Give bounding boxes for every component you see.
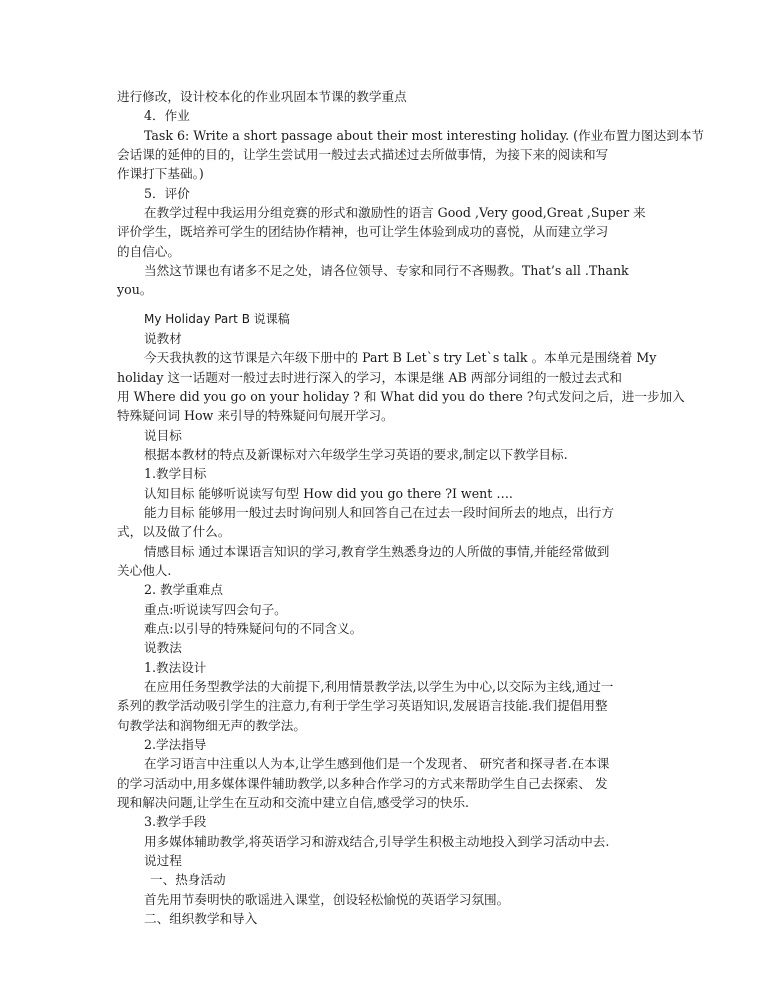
text-line: 式，以及做了什么。 [117,524,231,539]
section-heading: 4．作业 [144,108,190,123]
text-line: 能力目标 能够用一般过去时询问别人和回答自己在过去一段时间所去的地点，出行方 [144,505,614,520]
text-line: 在学习语言中注重以人为本,让学生感到他们是一个发现者、 研究者和探寻者.在本课 [144,756,610,771]
section-heading: 二、组织教学和导入 [144,911,258,926]
section-heading: 2. 教学重难点 [144,582,223,597]
document-title: My Holiday Part B 说课稿 [144,312,290,326]
section-heading: 一、热身活动 [150,872,226,887]
text-line: 在教学过程中我运用分组竞赛的形式和激励性的语言 Good ,Very good,Great ,Super 来 [144,205,646,220]
section-heading: 说过程 [144,853,182,868]
section-heading: 说教法 [144,640,182,655]
section-heading: 2.学法指导 [144,737,207,752]
section-heading: 3.教学手段 [144,814,207,829]
text-line: 特殊疑问词 How 来引导的特殊疑问句展开学习。 [117,408,394,423]
text-line: 进行修改，设计校本化的作业巩固本节课的教学重点 [117,89,407,104]
text-line: 用 Where did you go on your holiday ? 和 What did you do there ?句式发问之后，进一步加入 [117,389,685,404]
text-line: 会话课的延伸的目的，让学生尝试用一般过去式描述过去所做事情，为接下来的阅读和写 [117,147,609,162]
text-line: holiday 这一话题对一般过去时进行深入的学习，本课是继 AB 两部分词组的一般过去式和 [117,370,622,385]
section-heading: 说目标 [144,428,182,443]
text-line: 认知目标 能够听说读写句型 How did you go there ?I went …. [144,486,513,501]
text-line: 今天我执教的这节课是六年级下册中的 Part B Let`s try Let`s talk 。本单元是围绕着 My [144,350,657,365]
text-line: 现和解决问题,让学生在互动和交流中建立自信,感受学习的快乐. [117,795,470,810]
text-line: 系列的教学活动吸引学生的注意力,有利于学生学习英语知识,发展语言技能.我们提倡用整 [117,698,608,713]
section-heading: 1.教法设计 [144,660,207,675]
text-line: 作课打下基础。) [117,166,204,181]
text-line: 的学习活动中,用多媒体课件辅助教学,以多种合作学习的方式来帮助学生自己去探索、 发 [117,776,608,791]
text-line: 评价学生，既培养可学生的团结协作精神，也可让学生体验到成功的喜悦，从而建立学习 [117,224,609,239]
text-line: 情感目标 通过本课语言知识的学习,教育学生熟悉身边的人所做的事情,并能经常做到 [144,544,610,559]
text-line: 当然这节课也有诸多不足之处，请各位领导、专家和同行不吝赐教。That’s all .Thank [144,263,629,278]
text-line: 重点:听说读写四会句子。 [144,602,287,617]
text-line: you。 [117,282,153,297]
text-line: 在应用任务型教学法的大前提下,利用情景教学法,以学生为中心,以交际为主线,通过一 [144,679,614,694]
section-heading: 1.教学目标 [144,466,207,481]
text-line: 的自信心。 [117,244,180,259]
section-heading: 说教材 [144,331,182,346]
text-line: Task 6: Write a short passage about their most interesting holiday. (作业布置力图达到本节 [144,128,705,143]
text-line: 句教学法和润物细无声的教学法。 [117,718,306,733]
text-line: 用多媒体辅助教学,将英语学习和游戏结合,引导学生积极主动地投入到学习活动中去. [144,834,610,849]
text-line: 首先用节奏明快的歌谣进入课堂，创设轻松愉悦的英语学习氛围。 [144,892,510,907]
section-heading: 5．评价 [144,186,190,201]
text-line: 根据本教材的特点及新课标对六年级学生学习英语的要求,制定以下教学目标. [144,447,568,462]
text-line: 难点:以引导的特殊疑问句的不同含义。 [144,621,363,636]
text-line: 关心他人. [117,563,172,578]
